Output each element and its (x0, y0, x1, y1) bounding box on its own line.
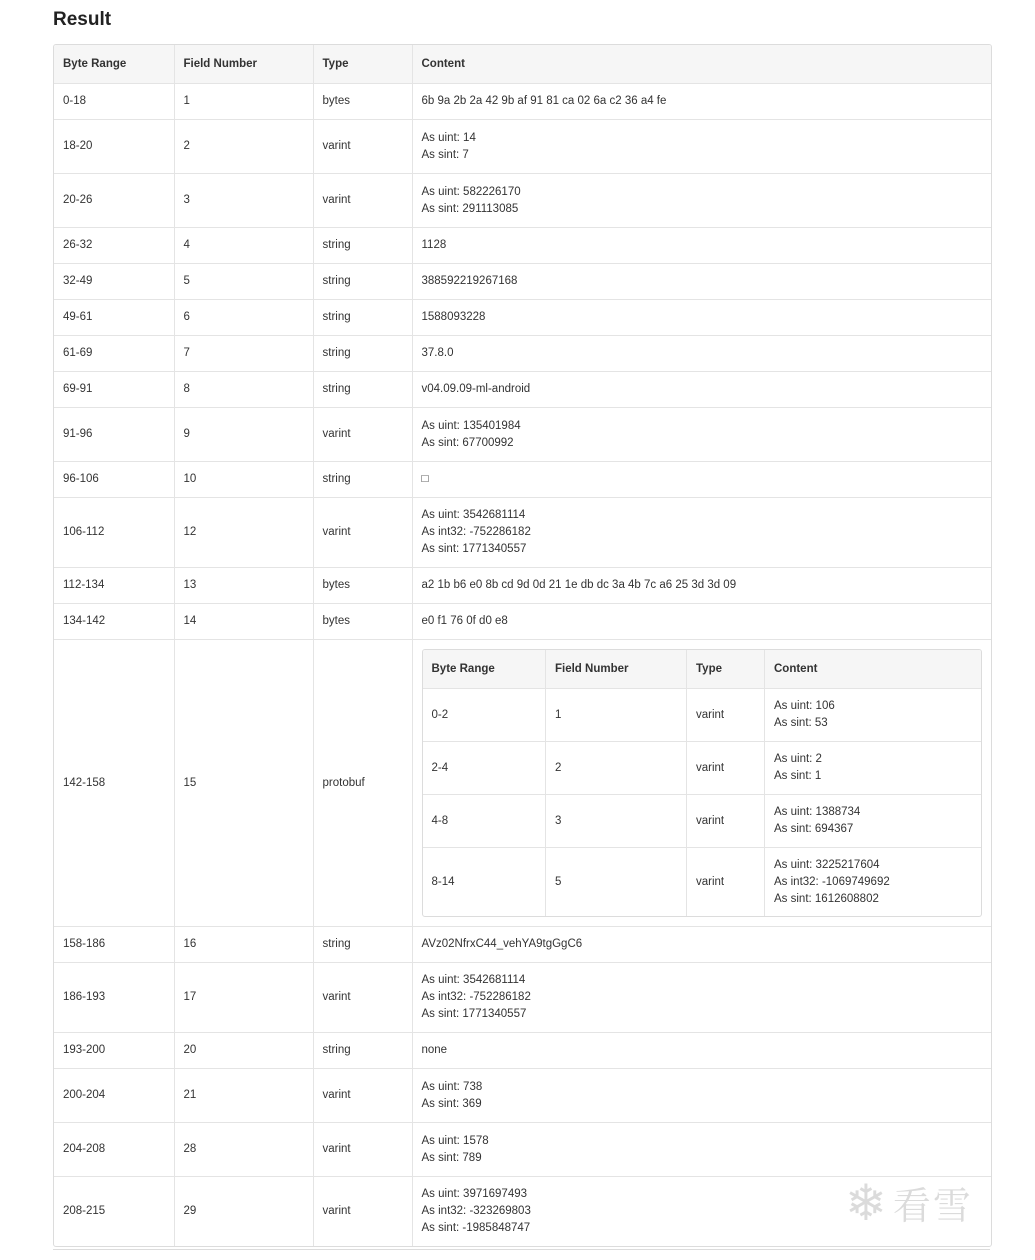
nested-cell-field-number: 5 (546, 848, 687, 917)
header-content: Content (412, 45, 991, 84)
cell-content (765, 848, 982, 917)
content-line: a2 1b b6 e0 8b cd 9d 0d 21 1e db dc 3a 4b 7c a6 25 3d 3d 09 (421, 579, 737, 591)
cell-byte-range: 208-215 (54, 1177, 174, 1247)
nested-table-row (423, 795, 982, 848)
table-row (54, 498, 991, 568)
cell-byte-range: 20-26 (54, 174, 174, 228)
table-row (54, 1033, 991, 1069)
cell-field-number: 14 (174, 604, 313, 640)
nested-result-table (423, 650, 982, 916)
content-line: As sint: 1 (774, 770, 822, 782)
table-row (54, 640, 991, 927)
nested-table-container (422, 649, 983, 917)
nested-header-field-number: Field Number (546, 650, 687, 689)
content-line: □ (421, 473, 429, 485)
cell-content (412, 174, 991, 228)
cell-field-number: 9 (174, 408, 313, 462)
cell-byte-range: 158-186 (54, 927, 174, 963)
cell-type: varint (313, 1123, 412, 1177)
cell-field-number: 13 (174, 568, 313, 604)
table-row (54, 174, 991, 228)
cell-type: string (313, 927, 412, 963)
cell-type: bytes (313, 604, 412, 640)
cell-type: varint (313, 963, 412, 1033)
table-row (54, 84, 991, 120)
content-line: As int32: -752286182 (421, 991, 531, 1003)
nested-table-row (423, 689, 982, 742)
nested-header-content: Content (765, 650, 982, 689)
nested-header-row (423, 650, 982, 689)
cell-field-number: 2 (174, 120, 313, 174)
cell-type: string (313, 1033, 412, 1069)
cell-field-number: 6 (174, 300, 313, 336)
header-field-number: Field Number (174, 45, 313, 84)
table-row (54, 963, 991, 1033)
header-type: Type (313, 45, 412, 84)
cell-content (412, 1033, 991, 1069)
cell-type: string (313, 300, 412, 336)
table-row (54, 1123, 991, 1177)
cell-content (412, 568, 991, 604)
content-line: As sint: 1612608802 (774, 892, 879, 905)
cell-content (412, 408, 991, 462)
result-table (54, 45, 991, 1246)
cell-byte-range: 200-204 (54, 1069, 174, 1123)
table-header-row (54, 45, 991, 84)
cell-field-number: 28 (174, 1123, 313, 1177)
cell-content (765, 795, 982, 848)
cell-field-number: 15 (174, 640, 313, 927)
content-line: As uint: 3542681114 (421, 974, 526, 986)
table-row (54, 1069, 991, 1123)
table-row (54, 1177, 991, 1247)
content-line: As sint: 369 (421, 1097, 482, 1110)
result-table-container (53, 44, 992, 1247)
nested-header-type: Type (687, 650, 765, 689)
cell-content (412, 228, 991, 264)
content-line: As int32: -752286182 (421, 526, 531, 538)
content-line: As uint: 106 (774, 700, 835, 712)
cell-type: varint (313, 1069, 412, 1123)
cell-content (412, 640, 991, 927)
cell-field-number: 16 (174, 927, 313, 963)
content-line: v04.09.09-ml-android (421, 383, 531, 395)
content-line: 37.8.0 (421, 347, 454, 359)
content-line: As uint: 3542681114 (421, 509, 526, 521)
table-row (54, 408, 991, 462)
table-row (54, 927, 991, 963)
cell-byte-range: 186-193 (54, 963, 174, 1033)
cell-type: varint (313, 408, 412, 462)
cell-content (412, 1123, 991, 1177)
cell-field-number: 8 (174, 372, 313, 408)
cell-type: varint (313, 174, 412, 228)
nested-cell-byte-range: 2-4 (423, 742, 546, 795)
cell-type: protobuf (313, 640, 412, 927)
content-line: e0 f1 76 0f d0 e8 (421, 615, 508, 627)
cell-content (765, 742, 982, 795)
nested-header-byte-range: Byte Range (423, 650, 546, 689)
bottom-divider (53, 1249, 990, 1250)
content-line: none (421, 1044, 448, 1056)
cell-content (412, 372, 991, 408)
cell-byte-range: 18-20 (54, 120, 174, 174)
cell-type: string (313, 336, 412, 372)
cell-type: string (313, 264, 412, 300)
cell-byte-range: 26-32 (54, 228, 174, 264)
cell-content (412, 963, 991, 1033)
cell-content (412, 84, 991, 120)
content-line: 388592219267168 (421, 275, 518, 287)
cell-field-number: 4 (174, 228, 313, 264)
cell-type: varint (313, 120, 412, 174)
table-row (54, 228, 991, 264)
cell-type: varint (313, 498, 412, 568)
content-line: As sint: 53 (774, 717, 828, 729)
content-line: As int32: -1069749692 (774, 875, 890, 888)
content-line: As uint: 135401984 (421, 419, 521, 432)
cell-field-number: 7 (174, 336, 313, 372)
cell-field-number: 17 (174, 963, 313, 1033)
cell-field-number: 10 (174, 462, 313, 498)
content-line: AVz02NfrxC44_vehYA9tgGgC6 (421, 938, 583, 950)
cell-byte-range: 61-69 (54, 336, 174, 372)
cell-content (412, 462, 991, 498)
cell-content (412, 927, 991, 963)
header-byte-range: Byte Range (54, 45, 174, 84)
table-row (54, 120, 991, 174)
content-line: As sint: -1985848747 (421, 1222, 531, 1234)
content-line: As uint: 3225217604 (774, 858, 880, 871)
table-row (54, 372, 991, 408)
content-line: As uint: 1578 (421, 1134, 489, 1147)
cell-byte-range: 49-61 (54, 300, 174, 336)
content-line: As sint: 694367 (774, 823, 854, 835)
cell-byte-range: 0-18 (54, 84, 174, 120)
nested-cell-type: varint (687, 742, 765, 795)
cell-content (765, 689, 982, 742)
table-row (54, 336, 991, 372)
cell-field-number: 1 (174, 84, 313, 120)
nested-cell-byte-range: 8-14 (423, 848, 546, 917)
content-line: 1588093228 (421, 311, 486, 323)
table-row (54, 604, 991, 640)
content-line: 1128 (421, 239, 447, 251)
cell-content (412, 336, 991, 372)
cell-byte-range: 193-200 (54, 1033, 174, 1069)
nested-cell-type: varint (687, 689, 765, 742)
cell-byte-range: 112-134 (54, 568, 174, 604)
cell-field-number: 29 (174, 1177, 313, 1247)
content-line: As uint: 3971697493 (421, 1188, 528, 1200)
nested-cell-field-number: 3 (546, 795, 687, 848)
cell-field-number: 12 (174, 498, 313, 568)
cell-field-number: 20 (174, 1033, 313, 1069)
content-line: As sint: 291113085 (421, 202, 519, 215)
content-line: As sint: 1771340557 (421, 543, 527, 555)
cell-byte-range: 134-142 (54, 604, 174, 640)
cell-type: bytes (313, 568, 412, 604)
nested-cell-byte-range: 0-2 (423, 689, 546, 742)
nested-table-row (423, 742, 982, 795)
cell-byte-range: 32-49 (54, 264, 174, 300)
cell-content (412, 498, 991, 568)
cell-byte-range: 204-208 (54, 1123, 174, 1177)
cell-type: bytes (313, 84, 412, 120)
nested-cell-type: varint (687, 795, 765, 848)
content-line: As sint: 67700992 (421, 436, 514, 449)
cell-byte-range: 106-112 (54, 498, 174, 568)
content-line: As uint: 1388734 (774, 806, 861, 818)
cell-type: string (313, 228, 412, 264)
cell-byte-range: 69-91 (54, 372, 174, 408)
cell-content (412, 120, 991, 174)
cell-content (412, 264, 991, 300)
content-line: As sint: 789 (421, 1151, 482, 1164)
cell-content (412, 1173, 991, 1247)
nested-cell-field-number: 1 (546, 689, 687, 742)
cell-byte-range: 91-96 (54, 408, 174, 462)
table-row (54, 300, 991, 336)
content-line: As uint: 582226170 (421, 185, 521, 198)
cell-byte-range: 142-158 (54, 640, 174, 927)
content-line: As uint: 14 (421, 131, 476, 144)
content-line: As int32: -323269803 (421, 1205, 531, 1217)
content-line: As uint: 2 (774, 753, 822, 765)
nested-table-row (423, 848, 982, 917)
cell-content (412, 1069, 991, 1123)
content-line: As sint: 7 (421, 148, 469, 161)
cell-type: string (313, 462, 412, 498)
watermark-text: 看雪 (892, 1184, 973, 1228)
table-row (54, 462, 991, 498)
cell-type: string (313, 372, 412, 408)
cell-content (412, 300, 991, 336)
cell-field-number: 5 (174, 264, 313, 300)
table-row (54, 264, 991, 300)
snowflake-logo-icon: ❄ (845, 1173, 887, 1232)
content-line: As sint: 1771340557 (421, 1008, 527, 1020)
nested-cell-byte-range: 4-8 (423, 795, 546, 848)
nested-cell-type: varint (687, 848, 765, 917)
table-row (54, 568, 991, 604)
page-title: Result (53, 9, 112, 30)
content-line: As uint: 738 (421, 1080, 483, 1093)
table-body (54, 84, 991, 1247)
cell-type: varint (313, 1177, 412, 1247)
cell-byte-range: 96-106 (54, 462, 174, 498)
content-line: 6b 9a 2b 2a 42 9b af 91 81 ca 02 6a c2 36 a4 fe (421, 95, 667, 107)
cell-content (412, 604, 991, 640)
cell-field-number: 3 (174, 174, 313, 228)
cell-field-number: 21 (174, 1069, 313, 1123)
nested-cell-field-number: 2 (546, 742, 687, 795)
